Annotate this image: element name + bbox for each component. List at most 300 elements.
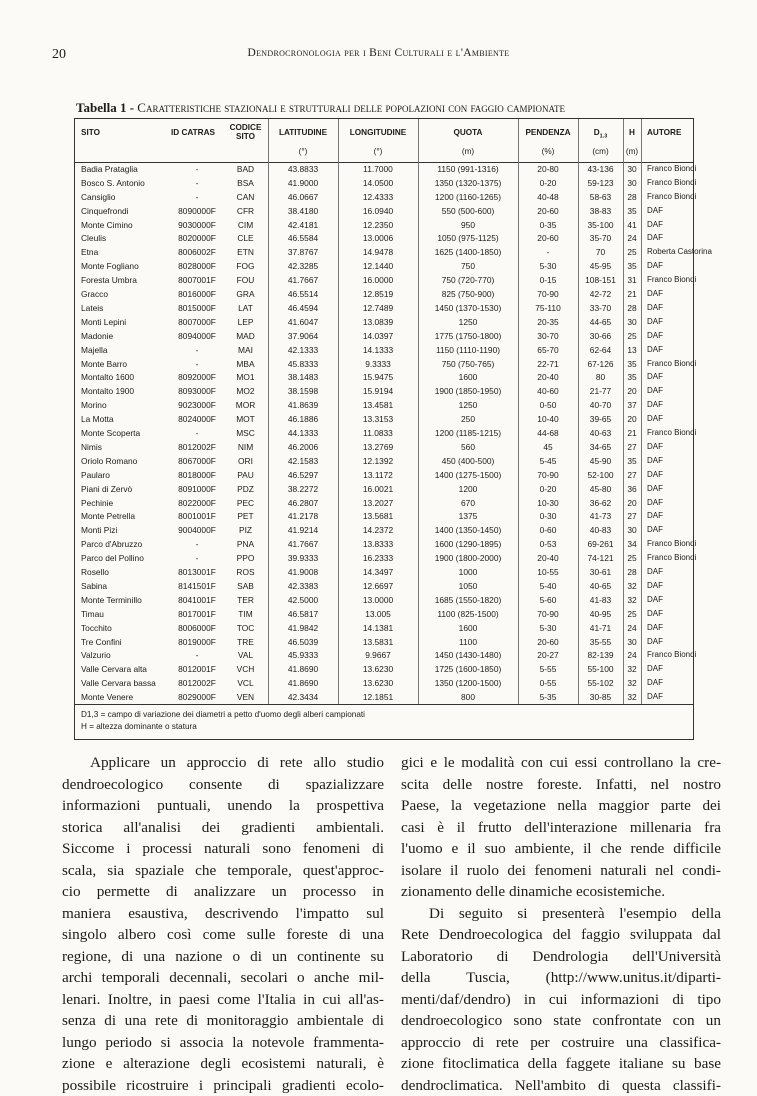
cell-codice-sito: LEP [223, 317, 268, 327]
cell-d13: 36-62 [578, 498, 623, 508]
cell-quota: 750 (720-770) [418, 275, 518, 285]
cell-id-catras: 8012002F [171, 442, 223, 452]
cell-quota: 250 [418, 414, 518, 424]
table-row [75, 357, 693, 370]
unit-quota: (m) [418, 147, 518, 157]
cell-latitudine: 46.5514 [268, 289, 338, 299]
cell-sito: Sabina [81, 581, 169, 591]
cell-pendenza: 75-110 [518, 303, 578, 313]
cell-sito: Gracco [81, 289, 169, 299]
cell-codice-sito: PAU [223, 470, 268, 480]
cell-latitudine: 46.1886 [268, 414, 338, 424]
cell-pendenza: 20-35 [518, 317, 578, 327]
cell-d13: 40-63 [578, 428, 623, 438]
cell-longitudine: 15.9194 [338, 386, 418, 396]
cell-quota: 1250 [418, 317, 518, 327]
data-table [74, 118, 694, 740]
cell-autore: Franco Biondi [647, 539, 696, 549]
text-line: Di seguito si presenterà l'esempio della [401, 903, 721, 925]
cell-codice-sito: MO1 [223, 372, 268, 382]
cell-d13: 45-90 [578, 456, 623, 466]
unit-d13: (cm) [578, 147, 623, 157]
col-header-codice-sito: SITO [223, 132, 268, 142]
table-title: Caratteristiche stazionali e strutturali delle popolazioni con faggio campionate [137, 100, 565, 115]
text-line: possibile ricostruire i principali gradienti ecolo- [62, 1075, 384, 1096]
cell-sito: Timau [81, 609, 169, 619]
cell-sito: Badia Prataglia [81, 164, 169, 174]
cell-latitudine: 41.6047 [268, 317, 338, 327]
table-row [75, 426, 693, 439]
cell-h: 30 [623, 178, 641, 188]
cell-codice-sito: VEN [223, 692, 268, 702]
cell-id-catras: - [171, 192, 223, 202]
cell-d13: 69-261 [578, 539, 623, 549]
cell-pendenza: 5-30 [518, 623, 578, 633]
cell-pendenza: 0-15 [518, 275, 578, 285]
cell-autore: DAF [647, 637, 663, 647]
cell-latitudine: 42.5000 [268, 595, 338, 605]
cell-quota: 1100 (825-1500) [418, 609, 518, 619]
cell-quota: 1050 (975-1125) [418, 233, 518, 243]
cell-longitudine: 12.4333 [338, 192, 418, 202]
cell-codice-sito: ROS [223, 567, 268, 577]
cell-latitudine: 41.7667 [268, 539, 338, 549]
cell-id-catras: - [171, 650, 223, 660]
cell-quota: 750 (750-765) [418, 359, 518, 369]
cell-sito: Tocchito [81, 623, 169, 633]
running-title: Dendrocronologia per i Beni Culturali e l'Ambiente [0, 47, 757, 59]
cell-longitudine: 13.5831 [338, 637, 418, 647]
cell-d13: 108-151 [578, 275, 623, 285]
table-row [75, 662, 693, 675]
cell-longitudine: 13.5681 [338, 511, 418, 521]
cell-longitudine: 15.9475 [338, 372, 418, 382]
page-number: 20 [52, 47, 66, 63]
table-row [75, 648, 693, 661]
cell-longitudine: 13.4581 [338, 400, 418, 410]
cell-pendenza: 70-90 [518, 609, 578, 619]
cell-codice-sito: PEC [223, 498, 268, 508]
body-column-right [401, 752, 721, 1096]
cell-id-catras: 8090000F [171, 206, 223, 216]
table-row [75, 259, 693, 272]
cell-latitudine: 37.8767 [268, 247, 338, 257]
cell-pendenza: 0-55 [518, 678, 578, 688]
cell-autore: Franco Biondi [647, 359, 696, 369]
cell-codice-sito: CFR [223, 206, 268, 216]
cell-longitudine: 16.0021 [338, 484, 418, 494]
cell-id-catras: - [171, 345, 223, 355]
cell-latitudine: 38.1483 [268, 372, 338, 382]
table-row [75, 176, 693, 189]
cell-h: 35 [623, 261, 641, 271]
cell-autore: DAF [647, 400, 663, 410]
cell-longitudine: 11.7000 [338, 164, 418, 174]
table-footnotes [75, 704, 693, 741]
cell-quota: 1100 [418, 637, 518, 647]
cell-longitudine: 12.1851 [338, 692, 418, 702]
cell-pendenza: 0-53 [518, 539, 578, 549]
cell-longitudine: 13.2769 [338, 442, 418, 452]
cell-autore: DAF [647, 525, 663, 535]
table-row [75, 676, 693, 689]
cell-pendenza: 40-48 [518, 192, 578, 202]
table-row [75, 231, 693, 244]
cell-longitudine: 16.0940 [338, 206, 418, 216]
text-line: storica all'analisi dei gradienti ambientali. [62, 817, 384, 839]
cell-sito: Monte Scoperta [81, 428, 169, 438]
cell-h: 25 [623, 553, 641, 563]
cell-longitudine: 12.6697 [338, 581, 418, 591]
cell-autore: DAF [647, 220, 663, 230]
cell-id-catras: - [171, 539, 223, 549]
cell-autore: DAF [647, 331, 663, 341]
cell-sito: Monte Petrella [81, 511, 169, 521]
cell-longitudine: 13.0000 [338, 595, 418, 605]
cell-d13: 80 [578, 372, 623, 382]
cell-id-catras: 8093000F [171, 386, 223, 396]
col-header-codice: CODICE [223, 123, 268, 133]
cell-longitudine: 14.0397 [338, 331, 418, 341]
table-row [75, 635, 693, 648]
cell-latitudine: 42.3383 [268, 581, 338, 591]
cell-quota: 1200 (1185-1215) [418, 428, 518, 438]
text-line: approccio di rete per costruire una classifica- [401, 1032, 721, 1054]
text-line: lungo periodo si associa la notevole frammenta- [62, 1032, 384, 1054]
cell-latitudine: 41.8639 [268, 400, 338, 410]
cell-latitudine: 45.9333 [268, 650, 338, 660]
cell-h: 32 [623, 581, 641, 591]
cell-sito: Pechinie [81, 498, 169, 508]
cell-autore: DAF [647, 442, 663, 452]
cell-quota: 1450 (1370-1530) [418, 303, 518, 313]
cell-autore: DAF [647, 345, 663, 355]
text-line: scita delle nostre foreste. Infatti, nel nostro [401, 774, 721, 796]
cell-quota: 1250 [418, 400, 518, 410]
cell-id-catras: 8029000F [171, 692, 223, 702]
text-line: Paese, la vegetazione nella maggior parte dei [401, 795, 721, 817]
table-row [75, 370, 693, 383]
text-line: singolo albero così come sulle foreste di una [62, 924, 384, 946]
cell-latitudine: 42.4181 [268, 220, 338, 230]
cell-id-catras: 8091000F [171, 484, 223, 494]
cell-quota: 1450 (1430-1480) [418, 650, 518, 660]
cell-h: 28 [623, 303, 641, 313]
table-row [75, 343, 693, 356]
table-row [75, 551, 693, 564]
cell-autore: DAF [647, 414, 663, 424]
cell-id-catras: - [171, 428, 223, 438]
cell-d13: 70 [578, 247, 623, 257]
cell-longitudine: 12.8519 [338, 289, 418, 299]
cell-h: 37 [623, 400, 641, 410]
cell-autore: Franco Biondi [647, 178, 696, 188]
cell-quota: 450 (400-500) [418, 456, 518, 466]
cell-sito: Madonie [81, 331, 169, 341]
text-line: archi temporali decennali, secolari o anche mil- [62, 967, 384, 989]
cell-quota: 1685 (1550-1820) [418, 595, 518, 605]
cell-sito: Cansiglio [81, 192, 169, 202]
cell-h: 25 [623, 609, 641, 619]
cell-d13: 40-70 [578, 400, 623, 410]
col-header-sito: SITO [81, 128, 100, 138]
cell-autore: Franco Biondi [647, 164, 696, 174]
cell-d13: 45-80 [578, 484, 623, 494]
table-row [75, 565, 693, 578]
cell-h: 35 [623, 372, 641, 382]
cell-quota: 1400 (1350-1450) [418, 525, 518, 535]
cell-quota: 800 [418, 692, 518, 702]
cell-codice-sito: BAD [223, 164, 268, 174]
cell-codice-sito: MOT [223, 414, 268, 424]
cell-quota: 825 (750-900) [418, 289, 518, 299]
cell-longitudine: 14.1381 [338, 623, 418, 633]
table-row [75, 218, 693, 231]
cell-latitudine: 46.5817 [268, 609, 338, 619]
table-row [75, 621, 693, 634]
cell-autore: Roberta Castorina [647, 247, 712, 257]
text-line: zione fitoclimatica della faggete italiane su base [401, 1053, 721, 1075]
cell-id-catras: 8018000F [171, 470, 223, 480]
cell-h: 32 [623, 664, 641, 674]
cell-pendenza: 70-90 [518, 289, 578, 299]
cell-codice-sito: CIM [223, 220, 268, 230]
cell-sito: Monte Fogliano [81, 261, 169, 271]
cell-codice-sito: TER [223, 595, 268, 605]
cell-latitudine: 46.0667 [268, 192, 338, 202]
text-line: Laboratorio di Dendrologia dell'Università [401, 946, 721, 968]
cell-pendenza: 10-30 [518, 498, 578, 508]
cell-d13: 35-70 [578, 233, 623, 243]
cell-h: 24 [623, 623, 641, 633]
cell-codice-sito: CLE [223, 233, 268, 243]
cell-longitudine: 13.8333 [338, 539, 418, 549]
cell-pendenza: 20-60 [518, 206, 578, 216]
cell-id-catras: 9023000F [171, 400, 223, 410]
cell-pendenza: 65-70 [518, 345, 578, 355]
cell-latitudine: 46.5039 [268, 637, 338, 647]
cell-d13: 39-65 [578, 414, 623, 424]
cell-id-catras: - [171, 359, 223, 369]
cell-sito: Parco del Pollino [81, 553, 169, 563]
cell-sito: Etna [81, 247, 169, 257]
cell-latitudine: 38.4180 [268, 206, 338, 216]
cell-pendenza: 0-60 [518, 525, 578, 535]
cell-autore: DAF [647, 609, 663, 619]
table-row [75, 496, 693, 509]
cell-pendenza: 0-30 [518, 511, 578, 521]
table-caption [76, 100, 565, 116]
cell-sito: Tre Confini [81, 637, 169, 647]
text-line: isolare il ruolo dei fenomeni naturali nel condi- [401, 860, 721, 882]
cell-codice-sito: CAN [223, 192, 268, 202]
cell-id-catras: 8020000F [171, 233, 223, 243]
unit-longitudine: (°) [338, 147, 418, 157]
cell-sito: Monte Barro [81, 359, 169, 369]
cell-sito: La Motta [81, 414, 169, 424]
cell-id-catras: 8007000F [171, 317, 223, 327]
cell-autore: Franco Biondi [647, 650, 696, 660]
cell-h: 21 [623, 428, 641, 438]
cell-h: 32 [623, 678, 641, 688]
table-row [75, 468, 693, 481]
col-header-latitudine: LATITUDINE [268, 128, 338, 138]
cell-d13: 45-95 [578, 261, 623, 271]
cell-id-catras: 8016000F [171, 289, 223, 299]
cell-h: 30 [623, 637, 641, 647]
cell-sito: Monte Cimino [81, 220, 169, 230]
cell-pendenza: 30-70 [518, 331, 578, 341]
cell-h: 35 [623, 206, 641, 216]
cell-sito: Monti Lepini [81, 317, 169, 327]
cell-longitudine: 12.1440 [338, 261, 418, 271]
cell-id-catras: 8006002F [171, 247, 223, 257]
unit-latitudine: (°) [268, 147, 338, 157]
text-line: Rete Dendroecologica del faggio sviluppata dal [401, 924, 721, 946]
cell-pendenza: 0-20 [518, 484, 578, 494]
footnote-d13: D1,3 = campo di variazione dei diametri a petto d'uomo degli alberi campionati [81, 710, 365, 719]
cell-id-catras: 8141501F [171, 581, 223, 591]
text-line: dendroecologico sono state confrontate con un [401, 1010, 721, 1032]
cell-latitudine: 41.7667 [268, 275, 338, 285]
cell-quota: 1600 [418, 623, 518, 633]
cell-autore: DAF [647, 692, 663, 702]
cell-sito: Foresta Umbra [81, 275, 169, 285]
cell-latitudine: 42.1583 [268, 456, 338, 466]
cell-longitudine: 14.9478 [338, 247, 418, 257]
cell-pendenza: 5-55 [518, 664, 578, 674]
cell-id-catras: - [171, 553, 223, 563]
cell-latitudine: 46.5584 [268, 233, 338, 243]
cell-codice-sito: TRE [223, 637, 268, 647]
cell-h: 25 [623, 247, 641, 257]
cell-sito: Monti Pizi [81, 525, 169, 535]
cell-id-catras: 8019000F [171, 637, 223, 647]
cell-autore: DAF [647, 470, 663, 480]
cell-pendenza: 10-40 [518, 414, 578, 424]
text-line: gici e le modalità con cui essi controllano la cre- [401, 752, 721, 774]
cell-id-catras: 8094000F [171, 331, 223, 341]
cell-quota: 1600 (1290-1895) [418, 539, 518, 549]
table-row [75, 273, 693, 286]
cell-d13: 34-65 [578, 442, 623, 452]
table-row [75, 204, 693, 217]
cell-d13: 40-65 [578, 581, 623, 591]
cell-d13: 35-100 [578, 220, 623, 230]
cell-d13: 67-126 [578, 359, 623, 369]
cell-autore: DAF [647, 261, 663, 271]
cell-codice-sito: ETN [223, 247, 268, 257]
cell-id-catras: 8012002F [171, 678, 223, 688]
cell-codice-sito: PDZ [223, 484, 268, 494]
cell-d13: 74-121 [578, 553, 623, 563]
cell-h: 24 [623, 233, 641, 243]
text-line: della Tuscia, (http://www.unitus.it/diparti- [401, 967, 721, 989]
cell-autore: DAF [647, 386, 663, 396]
cell-codice-sito: FOU [223, 275, 268, 285]
cell-d13: 21-77 [578, 386, 623, 396]
col-header-id-catras: ID CATRAS [171, 128, 215, 138]
cell-autore: DAF [647, 289, 663, 299]
cell-latitudine: 46.5297 [268, 470, 338, 480]
text-line: dendroclimatica. Nell'ambito di questa classifi- [401, 1075, 721, 1096]
cell-quota: 1150 (1110-1190) [418, 345, 518, 355]
cell-h: 36 [623, 484, 641, 494]
cell-sito: Bosco S. Antonio [81, 178, 169, 188]
cell-id-catras: - [171, 164, 223, 174]
col-header-longitudine: LONGITUDINE [338, 128, 418, 138]
cell-h: 25 [623, 331, 641, 341]
cell-longitudine: 12.1392 [338, 456, 418, 466]
cell-pendenza: 20-40 [518, 372, 578, 382]
cell-longitudine: 13.005 [338, 609, 418, 619]
cell-d13: 30-61 [578, 567, 623, 577]
cell-autore: Franco Biondi [647, 275, 696, 285]
cell-sito: Cleulis [81, 233, 169, 243]
cell-autore: Franco Biondi [647, 428, 696, 438]
cell-sito: Valle Cervara alta [81, 664, 169, 674]
col-header-quota: QUOTA [418, 128, 518, 138]
cell-latitudine: 42.1333 [268, 345, 338, 355]
cell-latitudine: 41.9000 [268, 178, 338, 188]
cell-h: 31 [623, 275, 641, 285]
text-line: cio permette di analizzare un processo in [62, 881, 384, 903]
table-row [75, 287, 693, 300]
cell-sito: Montalto 1900 [81, 386, 169, 396]
cell-id-catras: 8017001F [171, 609, 223, 619]
table-row [75, 607, 693, 620]
cell-sito: Majella [81, 345, 169, 355]
cell-latitudine: 38.2272 [268, 484, 338, 494]
cell-d13: 62-64 [578, 345, 623, 355]
cell-id-catras: - [171, 178, 223, 188]
cell-d13: 35-55 [578, 637, 623, 647]
table-row [75, 454, 693, 467]
cell-d13: 33-70 [578, 303, 623, 313]
cell-latitudine: 38.1598 [268, 386, 338, 396]
text-line: senza di una rete di monitoraggio ambientale di [62, 1010, 384, 1032]
col-header-h: H [623, 128, 641, 138]
cell-codice-sito: MAI [223, 345, 268, 355]
cell-quota: 560 [418, 442, 518, 452]
cell-quota: 670 [418, 498, 518, 508]
cell-h: 30 [623, 525, 641, 535]
cell-h: 28 [623, 192, 641, 202]
cell-longitudine: 13.6230 [338, 678, 418, 688]
cell-id-catras: 8022000F [171, 498, 223, 508]
cell-autore: Franco Biondi [647, 553, 696, 563]
cell-d13: 82-139 [578, 650, 623, 660]
cell-codice-sito: LAT [223, 303, 268, 313]
cell-h: 30 [623, 317, 641, 327]
cell-autore: DAF [647, 567, 663, 577]
cell-h: 13 [623, 345, 641, 355]
cell-pendenza: - [518, 247, 578, 257]
cell-id-catras: 8092000F [171, 372, 223, 382]
text-line: zionamento delle dinamiche ecosistemiche. [401, 881, 721, 903]
cell-h: 24 [623, 650, 641, 660]
cell-autore: Franco Biondi [647, 192, 696, 202]
cell-pendenza: 20-60 [518, 637, 578, 647]
cell-longitudine: 13.3153 [338, 414, 418, 424]
cell-sito: Piani di Zervò [81, 484, 169, 494]
table-label: Tabella 1 - [76, 100, 134, 115]
cell-autore: DAF [647, 372, 663, 382]
cell-quota: 550 (500-600) [418, 206, 518, 216]
cell-latitudine: 45.8333 [268, 359, 338, 369]
cell-quota: 1900 (1850-1950) [418, 386, 518, 396]
cell-codice-sito: NIM [223, 442, 268, 452]
